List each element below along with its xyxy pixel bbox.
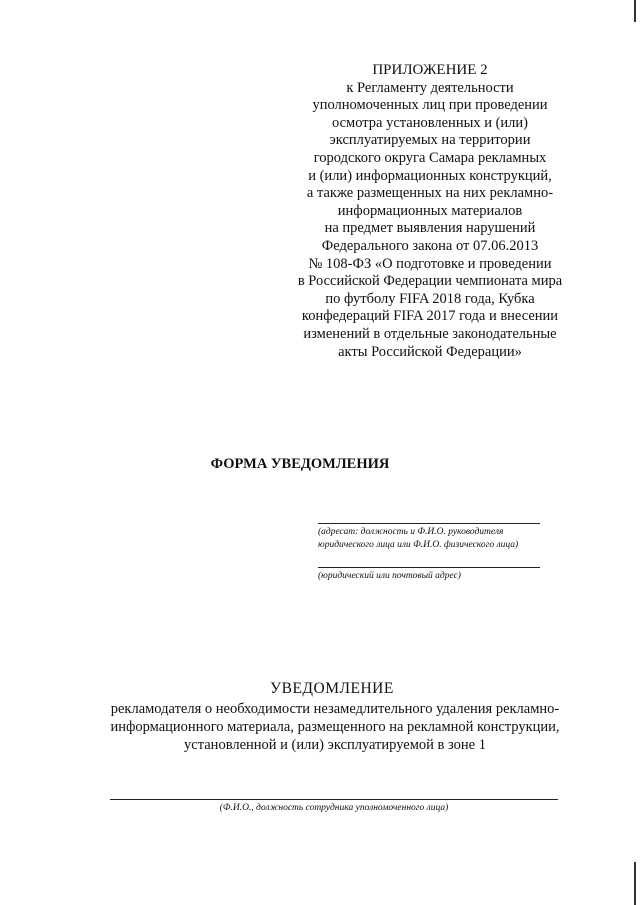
- notice-title: УВЕДОМЛЕНИЕ: [270, 680, 394, 697]
- appendix-line: к Регламенту деятельности: [346, 79, 514, 96]
- signature-note: (Ф.И.О., должность сотрудника уполномоченного лица): [219, 803, 449, 813]
- appendix-line: информационных материалов: [337, 202, 523, 219]
- appendix-line: конфедераций FIFA 2017 года и внесении: [301, 308, 559, 325]
- addressee-field: [318, 523, 540, 552]
- addressee-note-line: (адресат: должность и Ф.И.О. руководителя: [318, 527, 504, 537]
- appendix-line: эксплуатируемых на территории: [329, 132, 531, 149]
- addressee-note-line: юридического лица или Ф.И.О. физического лица): [318, 540, 519, 550]
- appendix-line: акты Российской Федерации»: [338, 343, 522, 360]
- signature-field: [110, 799, 558, 813]
- appendix-line: на предмет выявления нарушений: [324, 220, 536, 237]
- notice-line: рекламодателя о необходимости незамедлительного удаления рекламно-: [110, 701, 560, 717]
- appendix-heading: ПРИЛОЖЕНИЕ 2: [372, 62, 488, 78]
- addressee-line: [318, 523, 540, 524]
- appendix-line: № 108-ФЗ «О подготовке и проведении: [308, 255, 552, 272]
- appendix-line: Федерального закона от 07.06.2013: [321, 237, 539, 254]
- appendix-line: в Российской Федерации чемпионата мира: [297, 273, 563, 290]
- scan-edge-mark-top: [634, 0, 636, 22]
- appendix-line: а также размещенных на них рекламно-: [306, 185, 554, 202]
- address-field: [318, 567, 540, 583]
- appendix-line: изменений в отдельные законодательные: [303, 325, 557, 342]
- address-line: [318, 567, 540, 568]
- scan-edge-mark-bottom: [634, 862, 636, 905]
- addressee-note: [318, 526, 540, 552]
- signature-line: [110, 799, 558, 800]
- appendix-line: осмотра установленных и (или): [331, 114, 528, 131]
- appendix-header: [280, 62, 580, 361]
- appendix-line: и (или) информационных конструкций,: [308, 167, 552, 184]
- appendix-line: городского округа Самара рекламных: [313, 149, 547, 166]
- appendix-line: по футболу FIFA 2018 года, Кубка: [325, 290, 535, 307]
- notice-body: [40, 700, 630, 754]
- notice-line: информационного материала, размещенного на рекламной конструкции,: [110, 719, 560, 735]
- appendix-line: уполномоченных лиц при проведении: [312, 97, 548, 114]
- address-note: (юридический или почтовый адрес): [318, 571, 461, 581]
- form-title: ФОРМА УВЕДОМЛЕНИЯ: [210, 456, 390, 472]
- notice-line: установленной и (или) эксплуатируемой в зоне 1: [184, 737, 486, 753]
